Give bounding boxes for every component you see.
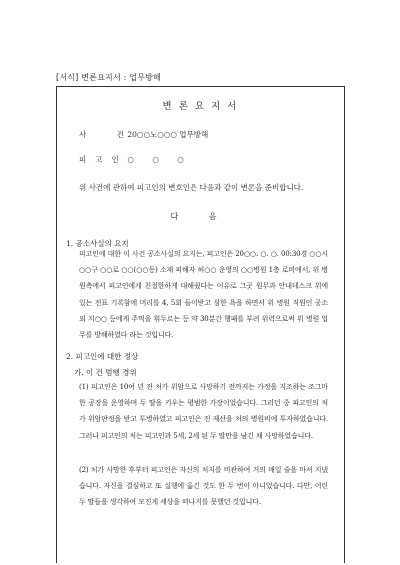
case-row <box>79 129 208 140</box>
document-frame <box>56 86 345 563</box>
defendant-label: 피고인 <box>79 155 128 164</box>
case-value: 20○○노○○○ 업무방해 <box>127 130 209 139</box>
section2-subtitle: 가. 이 건 범행 경위 <box>74 368 137 377</box>
section1-title: 1. 공소사실의 요지 <box>66 239 129 248</box>
form-caption: [서식] 변론요지서 : 업무방해 <box>56 73 161 82</box>
defendant-row <box>79 154 192 165</box>
paragraph-1: (1) 피고인은 10여 년 전 처가 위암으로 사망하기 전까지는 가정을 지조하는 조그마한 공장을 운영하며 두 딸을 키우는 평범한 가장이었습니다. 그러던 중 피고인의 처가 위암판정을 받고 투병하였고 피고인은 전 재산을 처의 병원비에 투자하였습니다. 그러나 피고인의 처는 피고인과 5세, 2세 된 두 딸만을 남긴 채 사망하였습니다. <box>79 383 328 440</box>
case-label: 사 건 <box>79 130 138 139</box>
document-title: 변 론 요 지 서 <box>162 101 239 112</box>
paragraph-2: (2) 처가 사망한 후부터 피고인은 자신의 처지를 비관하여 거의 매일 술을 마셔 지냈습니다. 자신을 결심하고 또 실행에 옮긴 것도 한 두 번이 아니었습니다. 다만, 어린 두 딸들을 생각하여 모진게 세상을 떠나지를 못했던 것입니다. <box>79 466 328 507</box>
intro-sentence: 위 사건에 관하여 피고인의 변호인은 다음과 같이 변론을 준비합니다. <box>79 183 304 192</box>
section1-body: 피고인에 대한 이 사건 공소사실의 요지는, 피고인은 20○○. ○. ○. 00:30경 ○○시 ○○구 ○○로 ○○(○○동) 소재 피해자 허○○ 운영의 ○○병원 1층 로비에서, 위 병원측에서 피고인에게 친절한하게 대해줬다는 이유로 그곳 원무과 안내데스크 위에 있는 전표 기록함에 머리를 4, 5회 들이받고 심한 욕을 하면서 위 병원 직원인 공소외 지○○ 등에게 주먹을 휘두르는 등 약 30분간 행패를 부려 위력으로써 위 병원 업무를 방해하였다 라는 것입니다. <box>79 250 328 340</box>
section-heading: 다 음 <box>170 212 231 221</box>
defendant-value: ○ ○ ○ <box>127 155 192 164</box>
section2-title: 2. 피고인에 대한 정상 <box>66 352 139 361</box>
